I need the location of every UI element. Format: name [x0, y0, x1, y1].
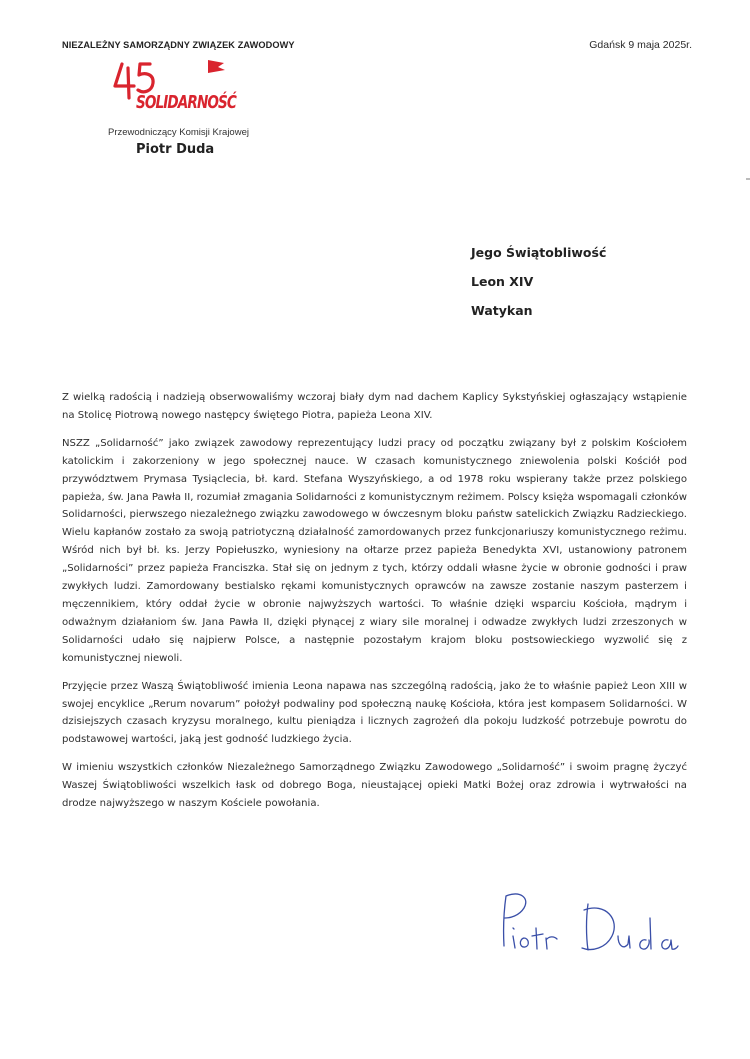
body-paragraph: W imieniu wszystkich członków Niezależnego Samorządnego Związku Zawodowego „Solidarność” i swoim pragnę życzyć Waszej Świątobliwości wszelkich łask od dobrego Boga, nieustającej opieki Matki Bożej oraz zdrowia i wytrwałości na drodze najwyższego w naszym Kościele powołania. — [62, 762, 687, 810]
addressee-block — [471, 244, 606, 331]
body-paragraph: Przyjęcie przez Waszą Świątobliwość imienia Leona napawa nas szczególną radością, jako że to właśnie papież Leon XIII w swojej encyklice „Rerum novarum” położył podwaliny pod społeczną naukę Kościoła, która jest kompasem Solidarności. W dzisiejszych czasach kryzysu moralnego, kultu pieniądza i licznych zagrożeń dla pokoju ludzkość potrzebuje powrotu do podstawowej wartości, jaką jest godność ludzkiego życia. — [62, 680, 687, 746]
addressee-line: Leon XIV — [471, 274, 534, 289]
organization-name: NIEZALEŻNY SAMORZĄDNY ZWIĄZEK ZAWODOWY — [62, 40, 295, 50]
letter-body — [62, 389, 687, 823]
chair-title: Przewodniczący Komisji Krajowej — [108, 127, 249, 138]
body-paragraph: NSZZ „Solidarność” jako związek zawodowy reprezentujący ludzi pracy od początku związany był z polskim Kościołem katolickim i zakorzeniony w jego społecznej nauce. W czasach komunistycznego zniewolenia polski Kościół pod przywództwem Prymasa Tysiąclecia, bł. kard. Stefana Wyszyńskiego, a od 1978 roku wspierany także przez polskiego papieża, św. Jana Pawła II, rozumiał zmagania Solidarności z komunistycznym reżimem. Polscy księża wspomagali członków Solidarności, pierwszego niezależnego związku zawodowego w ówczesnym bloku państw satelickich Związku Radzieckiego. Wielu kapłanów zostało za swoją patriotyczną działalność zamordowanych przez funkcjonariuszy komunistycznego reżimu. Wśród nich był bł. ks. Jerzy Popiełuszko, wyniesiony na ołtarze przez papieża Benedykta XVI, ustanowiony patronem „Solidarności” przez papieża Franciszka. Stał się on jednym z tych, którzy oddali własne życie w obronie godności i praw zwykłych ludzi. Zamordowany bestialsko rękami komunistycznych oprawców na zawsze zostanie naszym pasterzem i męczennikiem, który oddał życie w obronie najwyższych wartości. To właśnie dzięki wsparciu Kościoła, mądrym i odważnym działaniom św. Jana Pawła II, dzięki płynącej z wiary sile moralnej i odwadze zwykłych ludzi zrzeszonych w Solidarności udało się najpierw Polsce, a następnie pozostałym krajom bloku postsowieckiego wyzwolić się z komunistycznej niewoli. — [62, 437, 687, 664]
scan-edge-mark — [746, 178, 750, 180]
addressee-line: Jego Świątobliwość — [471, 245, 607, 260]
addressee-line: Watykan — [471, 303, 533, 318]
letter-date: Gdańsk 9 maja 2025r. — [589, 39, 692, 51]
handwritten-signature — [488, 888, 693, 978]
solidarnosc-45-logo — [112, 58, 269, 124]
chair-name: Piotr Duda — [136, 142, 215, 157]
svg-text:SOLIDARNOŚĆ: SOLIDARNOŚĆ — [136, 92, 269, 113]
body-paragraph: Z wielką radością i nadzieją obserwowaliśmy wczoraj biały dym nad dachem Kaplicy Sykstyńskiej ogłaszający wstąpienie na Stolicę Piotrową nowego następcy świętego Piotra, papieża Leona XIV. — [62, 392, 687, 421]
